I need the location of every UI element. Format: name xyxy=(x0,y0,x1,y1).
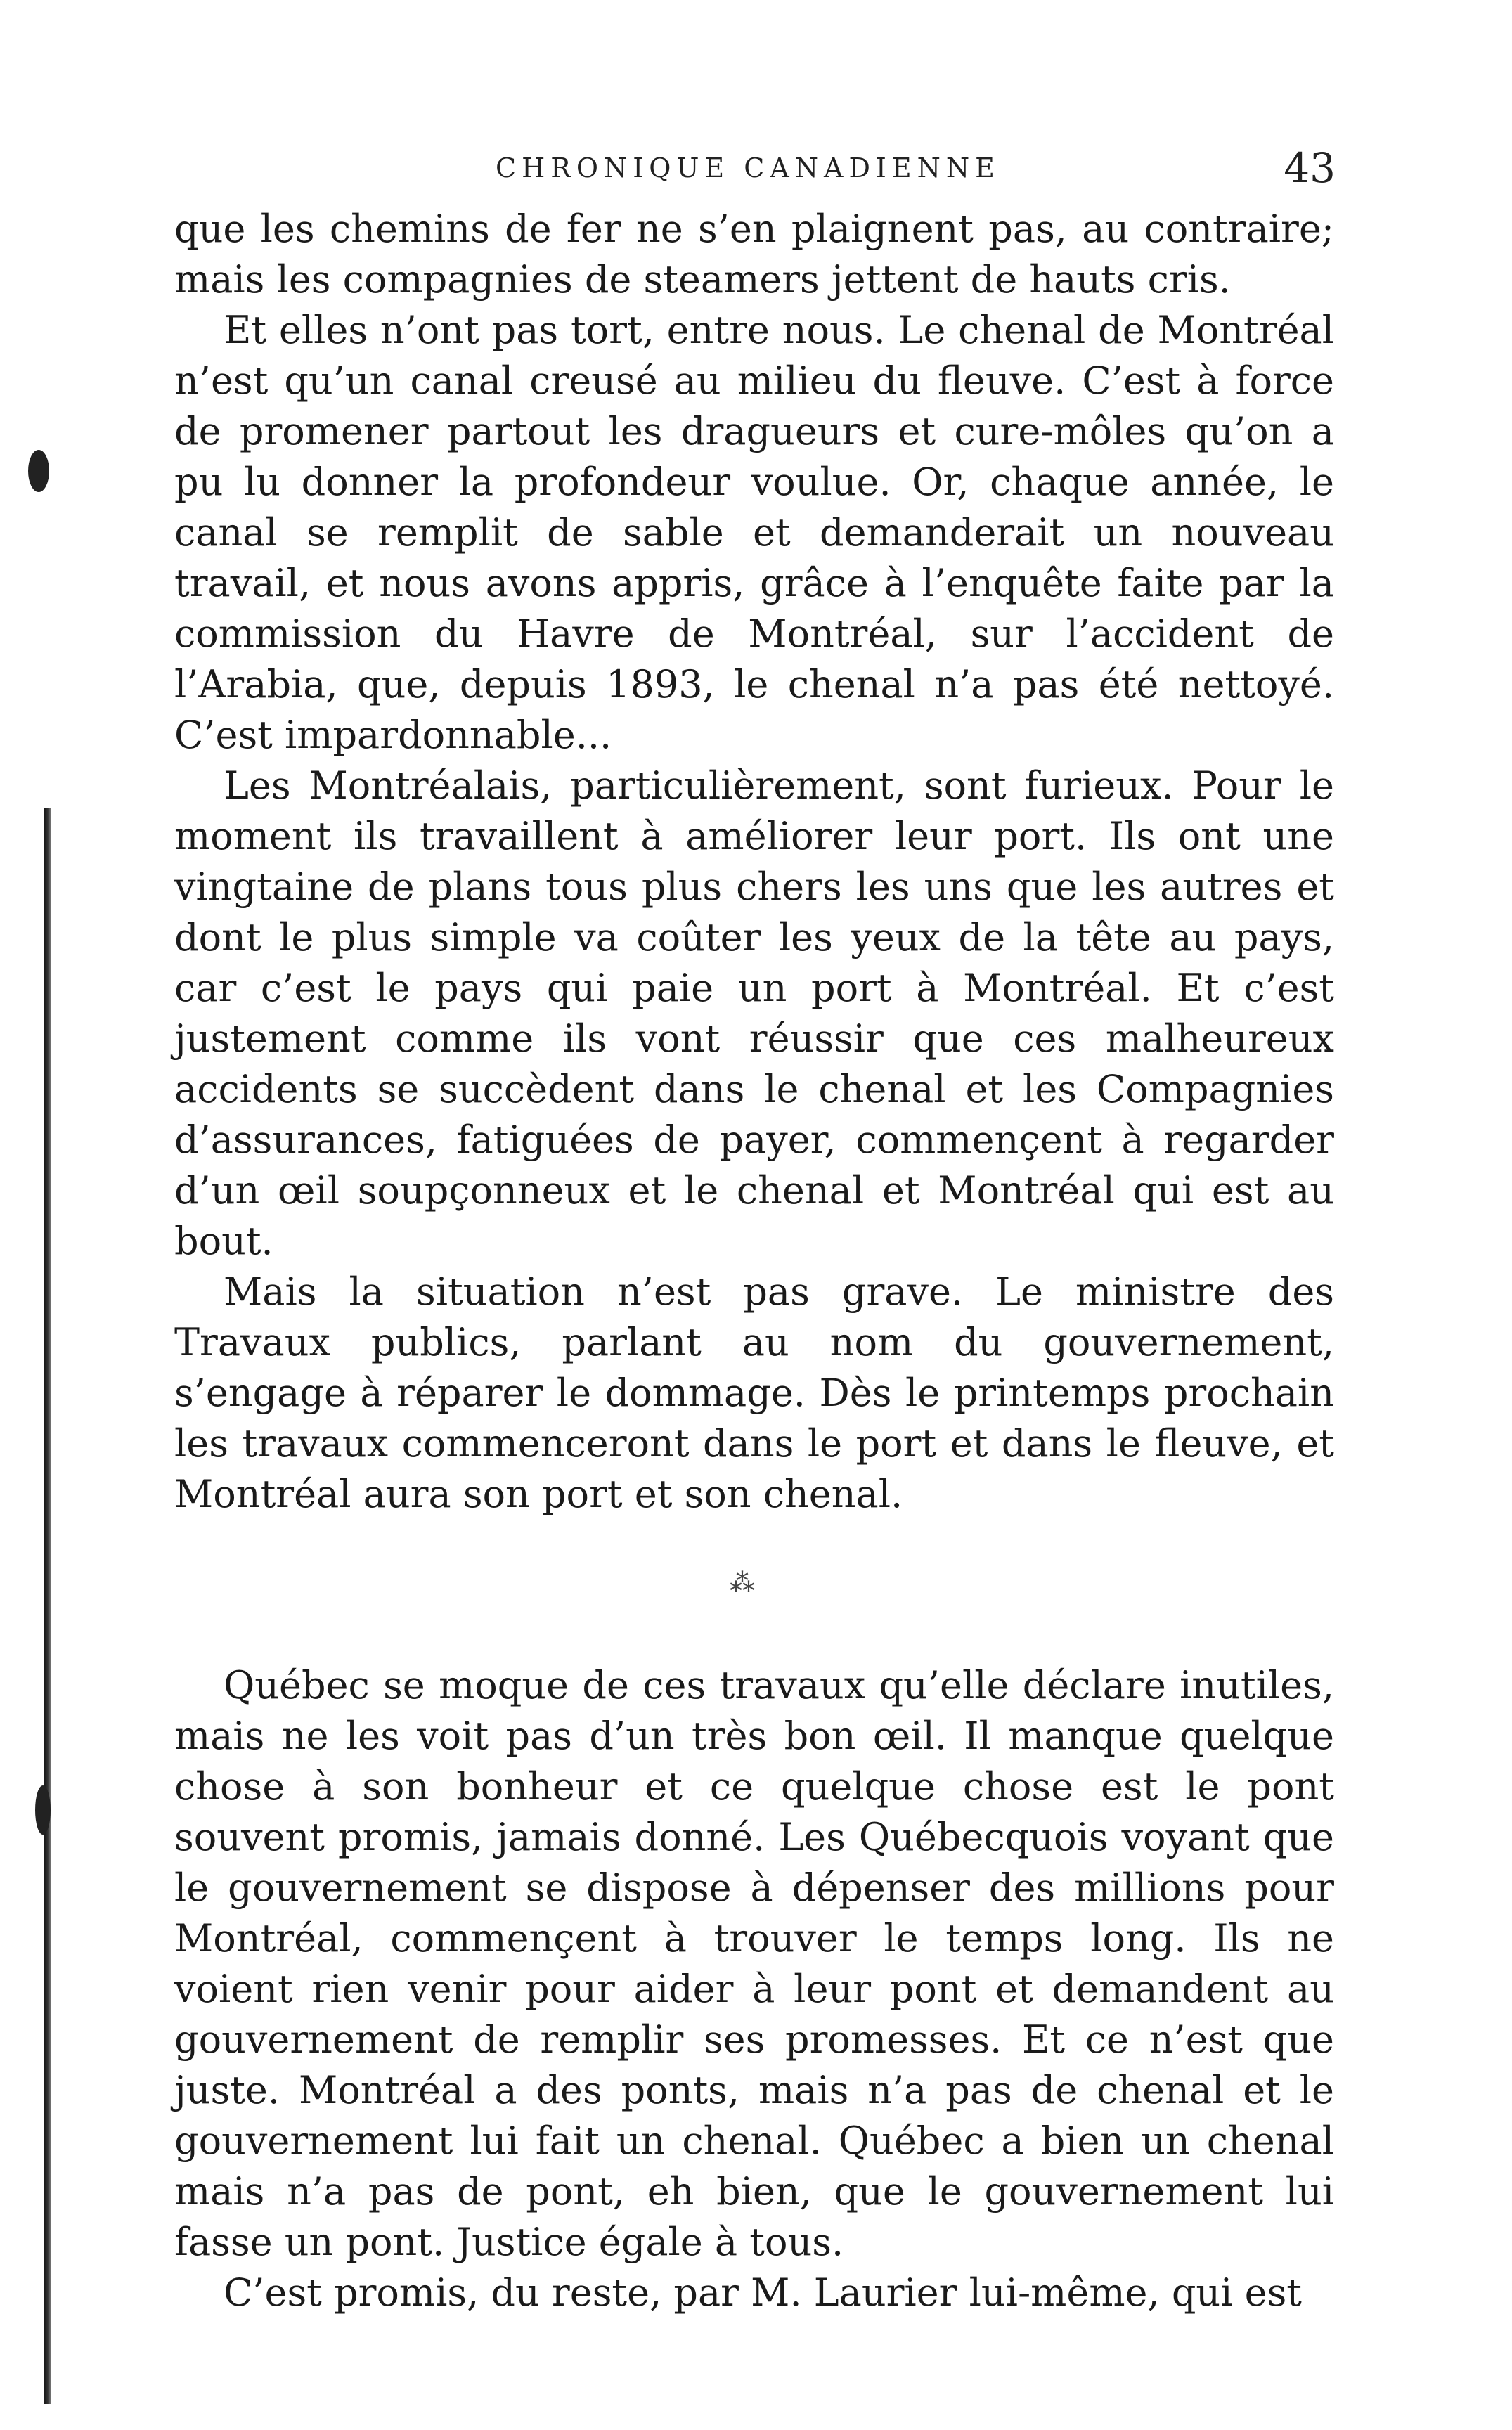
section-ornament xyxy=(174,1520,1334,1660)
paragraph: C’est promis, du reste, par M. Laurier lui-même, qui est xyxy=(224,2270,1302,2315)
paragraph: que les chemins de fer ne s’en plaignent pas, au contraire; mais les compagnies de steamers jettent de hauts cris. xyxy=(174,207,1334,302)
page-number: 43 xyxy=(1284,144,1336,192)
paragraph: Mais la situation n’est pas grave. Le ministre des Travaux publics, parlant au nom du gouvernement, s’engage à réparer le dommage. Dès le printemps prochain les travaux commenceront dans le port et dans le fleuve, et Montréal aura son port et son chenal. xyxy=(174,1269,1334,1516)
binding-speck xyxy=(35,1785,51,1835)
asterism: ⁂ xyxy=(730,1569,755,1598)
paragraph: Et elles n’ont pas tort, entre nous. Le chenal de Montréal n’est qu’un canal creusé au milieu du fleuve. C’est à force de promener partout les dragueurs et cure-môles qu’on a pu lu donner la profondeur voulue. Or, chaque année, le canal se remplit de sable et demanderait un nouveau travail, et nous avons appris, grâce à l’enquête faite par la commission du Havre de Montréal, sur l’accident de l’Arabia, que, depuis 1893, le chenal n’a pas été nettoyé. C’est impardonnable... xyxy=(174,308,1334,757)
body-text xyxy=(174,204,1334,2318)
paragraph: Les Montréalais, particulièrement, sont furieux. Pour le moment ils travaillent à améliorer leur port. Ils ont une vingtaine de plans tous plus chers les uns que les autres et dont le plus simple va coûter les yeux de la tête au pays, car c’est le pays qui paie un port à Montréal. Et c’est justement comme ils vont réussir que ces malheureux accidents se succèdent dans le chenal et les Compagnies d’assurances, fatiguées de payer, commençent à regarder d’un œil soupçonneux et le chenal et Montréal qui est au bout. xyxy=(174,763,1334,1263)
paragraph: Québec se moque de ces travaux qu’elle déclare inutiles, mais ne les voit pas d’un très bon œil. Il manque quelque chose à son bonheur et ce quelque chose est le pont souvent promis, jamais donné. Les Québecquois voyant que le gouvernement se dispose à dépenser des millions pour Montréal, commençent à trouver le temps long. Ils ne voient rien venir pour aider à leur pont et demandent au gouvernement de remplir ses promesses. Et ce n’est que juste. Montréal a des ponts, mais n’a pas de chenal et le gouvernement lui fait un chenal. Québec a bien un chenal mais n’a pas de pont, eh bien, que le gouvernement lui fasse un pont. Justice égale à tous. xyxy=(174,1663,1334,2264)
running-header xyxy=(176,144,1336,193)
running-title: CHRONIQUE CANADIENNE xyxy=(496,153,1000,183)
binding-edge xyxy=(44,808,51,2404)
binding-speck xyxy=(28,450,49,492)
